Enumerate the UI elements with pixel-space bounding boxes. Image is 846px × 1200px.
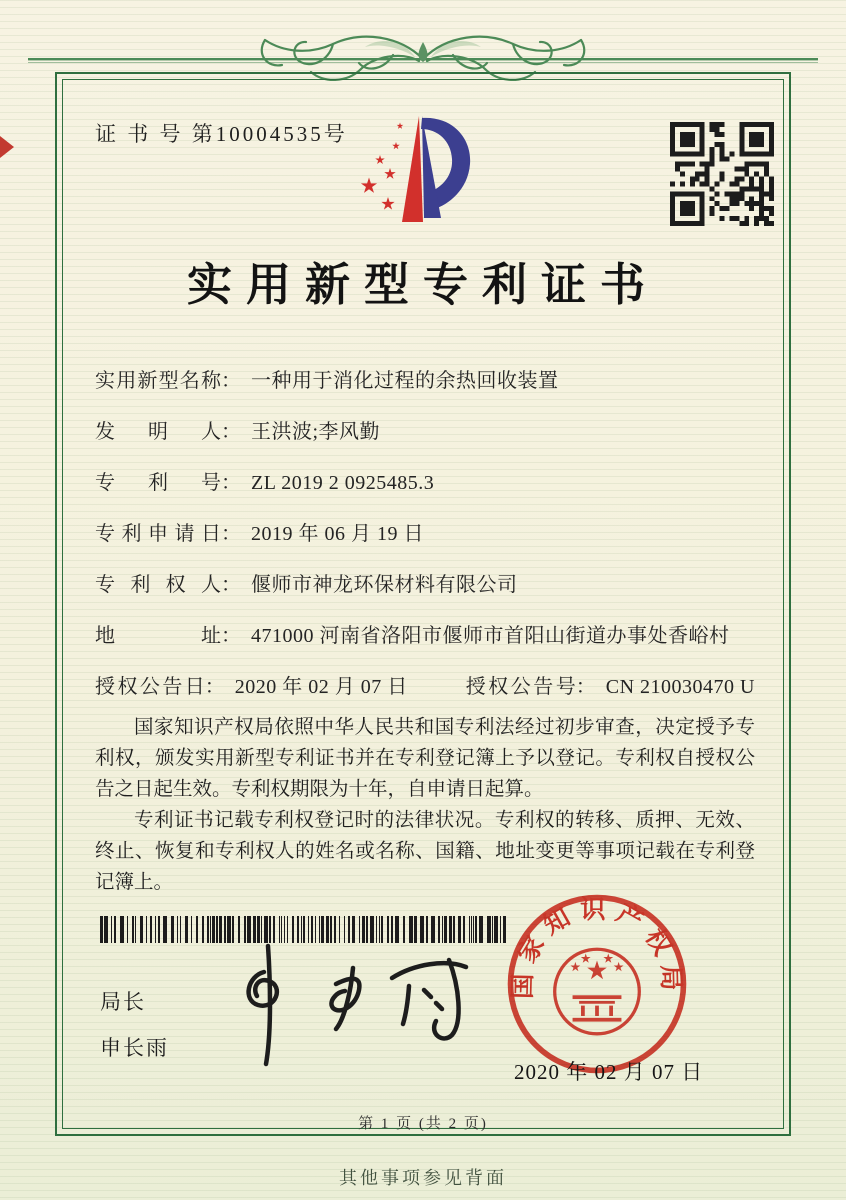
field-value: 471000 河南省洛阳市偃师市首阳山街道办事处香峪村 (251, 625, 730, 647)
field-row-patentee (95, 568, 755, 596)
director-title: 局长 (100, 990, 146, 1014)
field-colon: ： (575, 676, 596, 698)
field-label: 授权公告号 (465, 676, 576, 698)
back-note: 其他事项参见背面 (339, 1168, 507, 1188)
field-value: 偃师市神龙环保材料有限公司 (251, 574, 518, 596)
field-row-grant-date (95, 670, 755, 698)
page-number: 第 1 页 (共 2 页) (358, 1116, 488, 1132)
field-value: CN 210030470 U (605, 676, 755, 698)
field-label: 专利号 (95, 472, 221, 494)
legal-text (95, 712, 755, 898)
field-colon: ： (221, 472, 241, 494)
qr-code (670, 122, 774, 226)
director-block (100, 986, 169, 1078)
seal-text: 国家知识产权局 (508, 896, 686, 1000)
national-emblem (555, 949, 640, 1034)
field-label: 专利权人 (95, 574, 221, 596)
field-label: 专利申请日 (95, 523, 221, 545)
field-value: ZL 2019 2 0925485.3 (251, 472, 435, 494)
seal-date: 2020 年 02 月 07 日 (514, 1060, 704, 1084)
field-value: 2019 年 06 月 19 日 (251, 523, 424, 545)
field-colon: ： (221, 574, 241, 596)
legal-paragraph: 专利证书记载专利权登记时的法律状况。专利权的转移、质押、无效、终止、恢复和专利权人的姓名或名称、国籍、地址变更等事项记载在专利登记簿上。 (95, 810, 755, 893)
field-colon: ： (204, 676, 225, 698)
field-label: 授权公告日 (95, 676, 205, 698)
cnipa-seal (503, 890, 691, 1078)
field-value: 2020 年 02 月 07 日 (234, 676, 408, 698)
certificate-title: 实用新型专利证书 (186, 260, 659, 310)
field-value: 一种用于消化过程的余热回收装置 (251, 370, 559, 392)
legal-paragraph: 国家知识产权局依照中华人民共和国专利法经过初步审查，决定授予专利权，颁发实用新型专利证书并在专利登记簿上予以登记。专利权自授权公告之日起生效。专利权期限为十年，自申请日起算。 (95, 717, 755, 800)
field-row-name (95, 364, 755, 392)
field-label: 发明人 (95, 421, 221, 443)
field-list (95, 364, 755, 721)
field-colon: ： (221, 523, 241, 545)
registration-mark (0, 136, 14, 158)
cnipa-patent-logo (336, 104, 522, 236)
field-row-patent-no (95, 466, 755, 494)
field-row-filing-date (95, 517, 755, 545)
field-colon: ： (221, 421, 241, 443)
certificate-number: 证 书 号 第10004535号 (95, 122, 348, 146)
field-pair-grant-no (466, 670, 755, 699)
director-name: 申长雨 (100, 1036, 169, 1060)
field-label: 实用新型名称 (95, 370, 221, 392)
field-row-address (95, 619, 755, 647)
field-value: 王洪波;李风勤 (251, 421, 381, 443)
field-label: 地址 (95, 625, 221, 647)
field-colon: ： (221, 370, 241, 392)
field-row-inventor (95, 415, 755, 443)
director-signature (212, 932, 492, 1077)
field-colon: ： (221, 625, 241, 647)
